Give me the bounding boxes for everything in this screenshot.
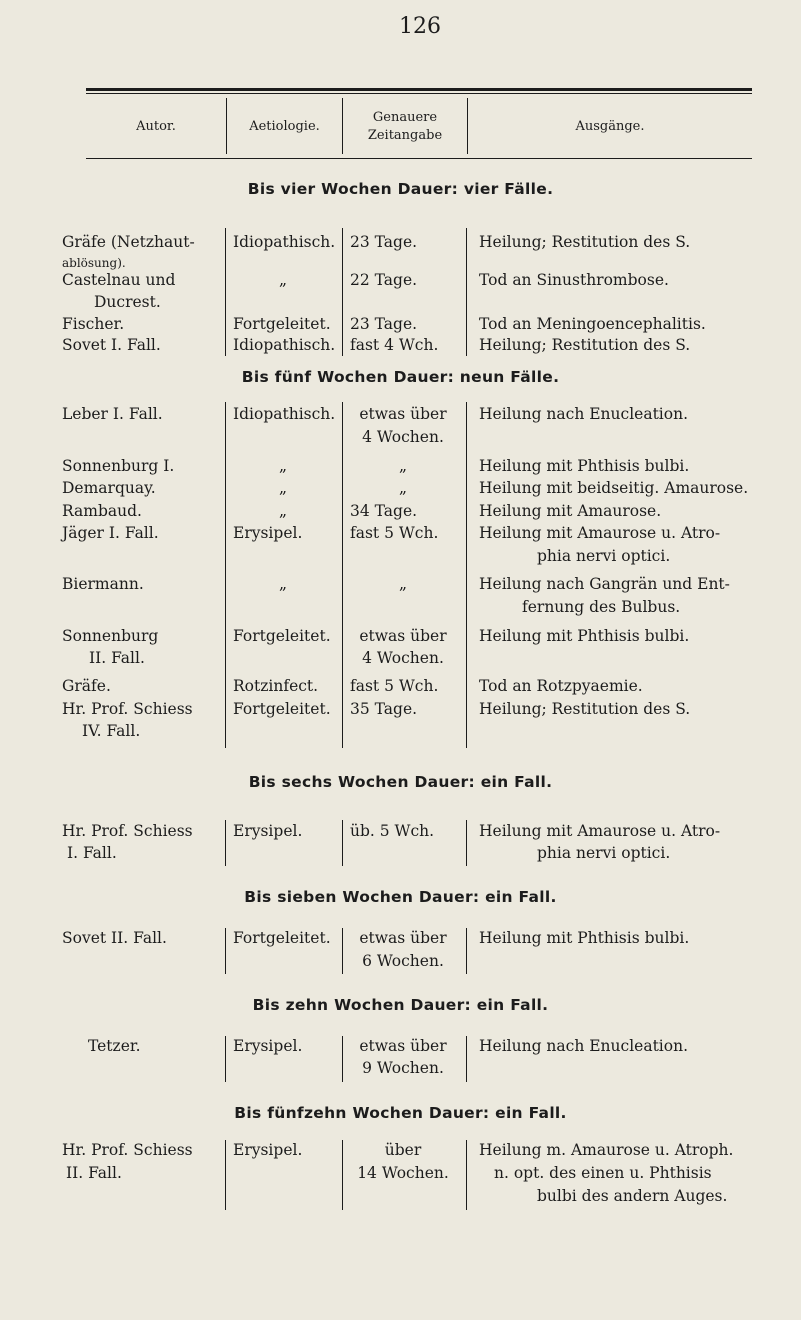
table-cell-autor: Biermann.: [62, 575, 144, 593]
table-cell-zeit: 9 Wochen.: [362, 1059, 444, 1077]
column-divider: [225, 820, 226, 866]
table-cell-autor: Sovet II. Fall.: [62, 929, 167, 947]
column-header-aetiologie: Aetiologie.: [249, 119, 320, 134]
column-divider: [466, 402, 467, 748]
column-divider: [342, 1140, 343, 1210]
column-divider: [225, 928, 226, 974]
section-title: Bis sieben Wochen Dauer: ein Fall.: [244, 888, 557, 906]
table-cell-ausgang: Heilung nach Enucleation.: [479, 1037, 688, 1055]
section-title: Bis fünf Wochen Dauer: neun Fälle.: [241, 368, 560, 386]
table-cell-aetiologie: Fortgeleitet.: [233, 627, 331, 645]
table-cell-aetiologie: Fortgeleitet.: [233, 315, 331, 333]
table-cell-ausgang: Heilung mit Phthisis bulbi.: [479, 929, 690, 947]
table-cell-autor: Gräfe (Netzhaut-: [62, 233, 195, 251]
table-cell-zeit: fast 4 Wch.: [350, 336, 439, 354]
table-cell-ausgang: Heilung; Restitution des S.: [479, 336, 691, 354]
table-cell-ausgang: Heilung mit beidseitig. Amaurose.: [479, 479, 749, 497]
table-cell-ausgang: phia nervi optici.: [537, 844, 671, 862]
table-cell-zeit: über: [384, 1141, 422, 1159]
table-cell-aetiologie: Erysipel.: [233, 524, 303, 542]
table-cell-autor: II. Fall.: [66, 1164, 122, 1182]
table-cell-autor: Sonnenburg I.: [62, 457, 175, 475]
table-cell-aetiologie: Rotzinfect.: [233, 677, 319, 695]
table-cell-zeit: „: [398, 457, 408, 475]
table-cell-ausgang: Heilung nach Enucleation.: [479, 405, 688, 423]
table-cell-ausgang: Tod an Sinusthrombose.: [479, 271, 669, 289]
table-cell-zeit: 6 Wochen.: [362, 952, 444, 970]
column-divider: [225, 1036, 226, 1082]
table-cell-zeit: 14 Wochen.: [357, 1164, 449, 1182]
table-cell-ausgang: phia nervi optici.: [537, 547, 671, 565]
table-cell-ausgang: Heilung mit Phthisis bulbi.: [479, 627, 690, 645]
table-cell-aetiologie: Erysipel.: [233, 1037, 303, 1055]
column-divider: [225, 228, 226, 356]
table-cell-zeit: 34 Tage.: [350, 502, 418, 520]
column-divider: [342, 820, 343, 866]
table-cell-aetiologie: Fortgeleitet.: [233, 929, 331, 947]
table-cell-ausgang: n. opt. des einen u. Phthisis: [494, 1164, 712, 1182]
table-cell-autor: Gräfe.: [62, 677, 111, 695]
table-cell-aetiologie: Idiopathisch.: [233, 405, 336, 423]
column-header-zeitangabe: Genauere Zeitangabe: [367, 110, 443, 143]
table-cell-zeit: etwas über: [359, 405, 447, 423]
header-top-rule: [86, 88, 752, 91]
table-cell-autor: Hr. Prof. Schiess: [62, 1141, 193, 1159]
table-cell-aetiologie: „: [278, 457, 288, 475]
table-cell-aetiologie: Idiopathisch.: [233, 233, 336, 251]
table-cell-ausgang: Heilung nach Gangrän und Ent-: [479, 575, 730, 593]
column-divider: [466, 820, 467, 866]
table-cell-ausgang: Heilung mit Amaurose u. Atro-: [479, 822, 721, 840]
table-cell-aetiologie: „: [278, 502, 288, 520]
table-cell-zeit: 22 Tage.: [350, 271, 418, 289]
table-cell-aetiologie: Erysipel.: [233, 822, 303, 840]
table-cell-autor: Rambaud.: [62, 502, 142, 520]
table-cell-autor: Tetzer.: [88, 1037, 141, 1055]
column-divider: [342, 928, 343, 974]
table-cell-zeit: etwas über: [359, 1037, 447, 1055]
header-top-rule-thin: [86, 93, 752, 94]
table-cell-autor: I. Fall.: [67, 844, 117, 862]
table-cell-autor: Hr. Prof. Schiess: [62, 700, 193, 718]
column-divider: [466, 1036, 467, 1082]
table-cell-zeit: „: [398, 575, 408, 593]
table-cell-zeit: 23 Tage.: [350, 233, 418, 251]
table-cell-ausgang: Heilung mit Phthisis bulbi.: [479, 457, 690, 475]
table-cell-zeit: „: [398, 479, 408, 497]
table-cell-autor: Demarquay.: [62, 479, 156, 497]
table-cell-aetiologie: „: [278, 479, 288, 497]
table-cell-ausgang: Heilung mit Amaurose u. Atro-: [479, 524, 721, 542]
table-cell-aetiologie: Fortgeleitet.: [233, 700, 331, 718]
table-cell-zeit: 4 Wochen.: [362, 649, 444, 667]
table-cell-ausgang: Heilung; Restitution des S.: [479, 700, 691, 718]
table-cell-ausgang: fernung des Bulbus.: [522, 598, 681, 616]
table-cell-zeit: 35 Tage.: [350, 700, 418, 718]
table-cell-zeit: 4 Wochen.: [362, 428, 444, 446]
table-cell-autor: Ducrest.: [94, 293, 161, 311]
table-cell-zeit: etwas über: [359, 929, 447, 947]
table-cell-aetiologie: Idiopathisch.: [233, 336, 336, 354]
table-header: [86, 96, 752, 158]
table-cell-zeit: üb. 5 Wch.: [350, 822, 435, 840]
column-divider: [466, 228, 467, 356]
table-cell-autor: Leber I. Fall.: [62, 405, 163, 423]
table-cell-zeit: fast 5 Wch.: [350, 677, 439, 695]
table-cell-autor: ablösung).: [62, 256, 126, 270]
table-cell-zeit: fast 5 Wch.: [350, 524, 439, 542]
table-cell-ausgang: Tod an Meningoencephalitis.: [479, 315, 706, 333]
table-cell-autor: Sonnenburg: [62, 627, 159, 645]
table-cell-aetiologie: „: [278, 271, 288, 289]
table-cell-aetiologie: Erysipel.: [233, 1141, 303, 1159]
table-cell-autor: Fischer.: [62, 315, 125, 333]
section-title: Bis vier Wochen Dauer: vier Fälle.: [247, 180, 554, 198]
column-divider: [225, 1140, 226, 1210]
column-divider: [342, 228, 343, 356]
column-header-ausgaenge: Ausgänge.: [575, 119, 645, 134]
column-divider: [342, 1036, 343, 1082]
section-title: Bis sechs Wochen Dauer: ein Fall.: [248, 773, 553, 791]
table-cell-autor: Hr. Prof. Schiess: [62, 822, 193, 840]
table-cell-zeit: etwas über: [359, 627, 447, 645]
table-cell-ausgang: Heilung; Restitution des S.: [479, 233, 691, 251]
column-divider: [466, 1140, 467, 1210]
table-cell-autor: Castelnau und: [62, 271, 176, 289]
table-cell-ausgang: Tod an Rotzpyaemie.: [479, 677, 643, 695]
table-cell-autor: Sovet I. Fall.: [62, 336, 161, 354]
section-title: Bis fünfzehn Wochen Dauer: ein Fall.: [234, 1104, 567, 1122]
table-cell-ausgang: Heilung mit Amaurose.: [479, 502, 662, 520]
table-cell-zeit: 23 Tage.: [350, 315, 418, 333]
table-cell-autor: IV. Fall.: [82, 722, 141, 740]
section-title: Bis zehn Wochen Dauer: ein Fall.: [252, 996, 549, 1014]
table-cell-ausgang: bulbi des andern Auges.: [537, 1187, 728, 1205]
column-header-autor: Autor.: [136, 119, 176, 134]
header-bottom-rule: [86, 158, 752, 159]
page-number: 126: [399, 14, 441, 39]
column-divider: [466, 928, 467, 974]
table-cell-autor: II. Fall.: [89, 649, 145, 667]
table-cell-autor: Jäger I. Fall.: [62, 524, 159, 542]
table-cell-aetiologie: „: [278, 575, 288, 593]
table-cell-ausgang: Heilung m. Amaurose u. Atroph.: [479, 1141, 734, 1159]
